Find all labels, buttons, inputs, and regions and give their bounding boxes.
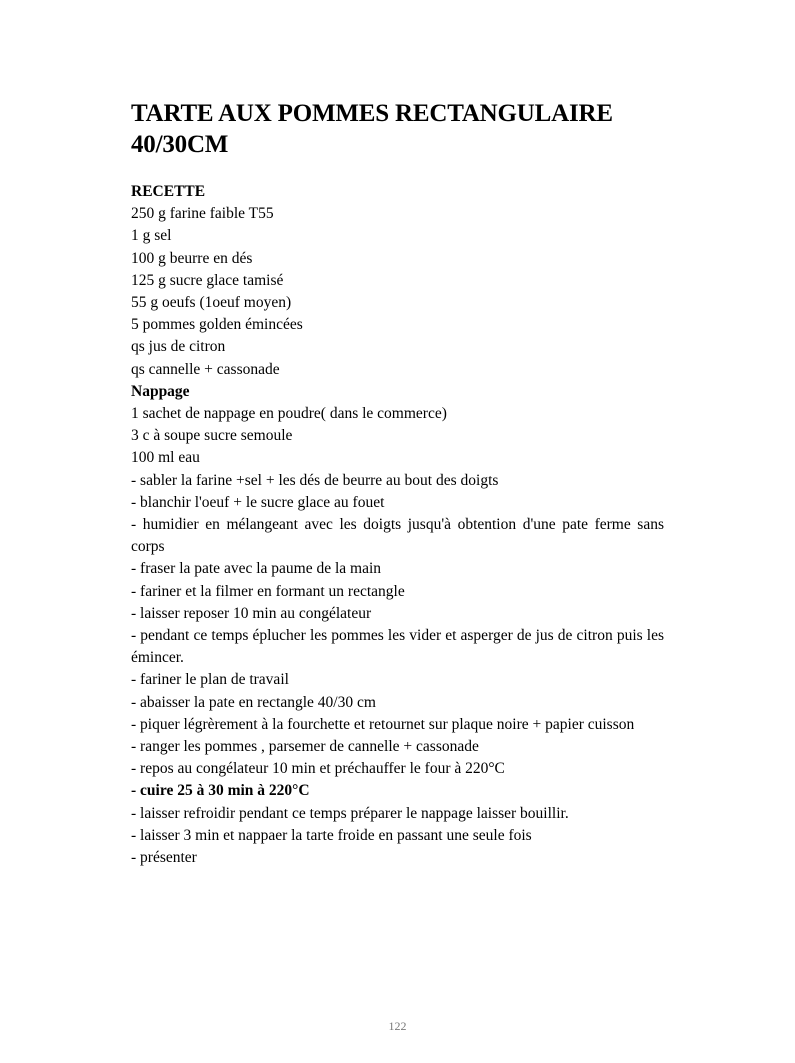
recipe-body [131,181,664,869]
instruction-step: - fariner le plan de travail [131,671,289,689]
nappage-heading: Nappage [131,382,190,400]
ingredient-line: qs cannelle + cassonade [131,360,280,378]
recipe-title: TARTE AUX POMMES RECTANGULAIRE 40/30CM [131,100,613,158]
instruction-step: - blanchir l'oeuf + le sucre glace au fouet [131,493,385,511]
page-number: 122 [388,1019,407,1033]
instruction-step: - laisser refroidir pendant ce temps préparer le nappage laisser bouillir. [131,804,569,822]
nappage-ingredient-line: 100 ml eau [131,449,200,467]
instruction-step: - laisser reposer 10 min au congélateur [131,604,372,622]
instruction-step: - présenter [131,849,197,867]
instruction-step: - fraser la pate avec la paume de la main [131,560,382,578]
instruction-step: - repos au congélateur 10 min et préchauffer le four à 220°C [131,760,505,778]
ingredient-line: qs jus de citron [131,338,226,356]
instruction-step: - fariner et la filmer en formant un rectangle [131,582,405,600]
instruction-step: - laisser 3 min et nappaer la tarte froide en passant une seule fois [131,826,532,844]
instruction-step: - sabler la farine +sel + les dés de beurre au bout des doigts [131,471,499,489]
ingredient-line: 5 pommes golden émincées [131,316,303,334]
ingredient-line: 250 g farine faible T55 [131,205,274,223]
ingredient-line: 1 g sel [131,227,172,245]
instruction-step: - humidier en mélangeant avec les doigts jusqu'à obtention d'une pate ferme sans corps [131,516,664,556]
ingredient-line: 125 g sucre glace tamisé [131,271,284,289]
nappage-ingredient-line: 3 c à soupe sucre semoule [131,427,293,445]
instruction-step: - pendant ce temps éplucher les pommes les vider et asperger de jus de citron puis les émincer. [131,627,664,667]
instruction-step-bake: - cuire 25 à 30 min à 220°C [131,782,310,800]
ingredient-line: 55 g oeufs (1oeuf moyen) [131,294,292,312]
ingredient-line: 100 g beurre en dés [131,249,253,267]
nappage-ingredient-line: 1 sachet de nappage en poudre( dans le commerce) [131,405,447,423]
instruction-step: - ranger les pommes , parsemer de cannelle + cassonade [131,738,479,756]
recette-heading: RECETTE [131,183,206,200]
instruction-step: - abaisser la pate en rectangle 40/30 cm [131,693,376,711]
instruction-step: - piquer légrèrement à la fourchette et retournet sur plaque noire + papier cuisson [131,715,635,733]
